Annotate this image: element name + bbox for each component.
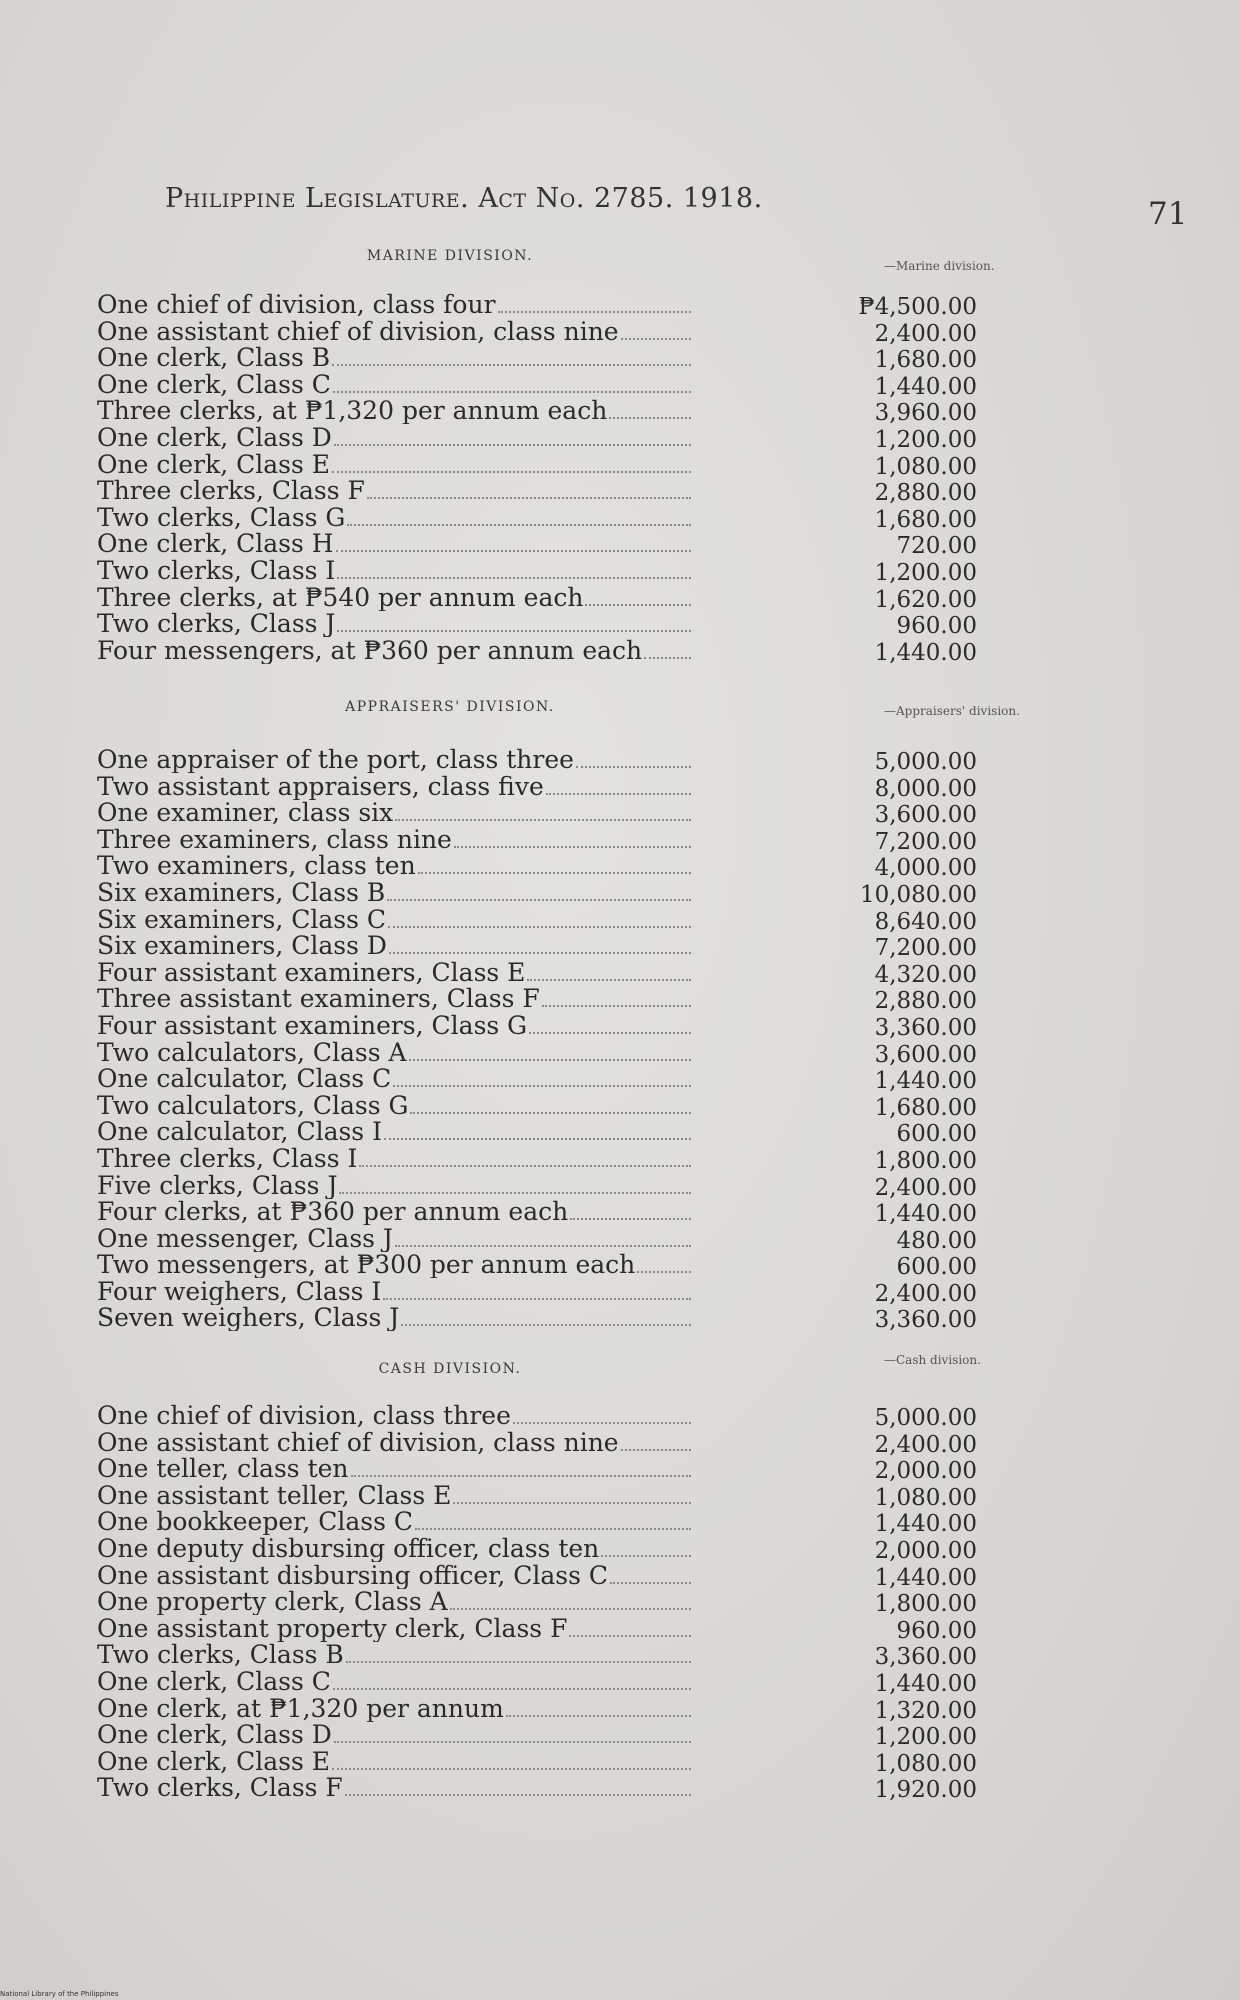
line-item-description	[97, 1173, 691, 1199]
line-item	[97, 557, 977, 586]
line-item-amount: 4,000.00	[874, 855, 977, 882]
line-item	[97, 1722, 977, 1751]
line-item-label: Two messengers, at ₱300 per annum each	[97, 1252, 636, 1279]
dot-leader	[529, 1032, 691, 1034]
line-item-description	[97, 1279, 691, 1305]
line-item-description	[97, 292, 691, 318]
section-title-marine: MARINE DIVISION.	[366, 248, 534, 264]
line-item-amount: 1,440.00	[874, 373, 977, 400]
line-item	[97, 1066, 977, 1095]
line-item-description	[97, 452, 691, 478]
line-item-description	[97, 558, 691, 584]
line-item-label: Four assistant examiners, Class G	[97, 1012, 528, 1039]
dot-leader	[347, 524, 691, 526]
line-item-label: One calculator, Class C	[97, 1066, 392, 1093]
line-item	[97, 1403, 977, 1431]
line-item-label: Three assistant examiners, Class F	[97, 986, 540, 1013]
line-item-description	[97, 398, 691, 424]
line-item-description	[97, 933, 691, 959]
line-item-amount: 1,200.00	[874, 1724, 977, 1751]
line-item-label: Two examiners, class ten	[97, 853, 416, 880]
line-item	[97, 531, 977, 560]
line-item-description	[97, 1456, 691, 1482]
line-item	[97, 1012, 977, 1041]
item-list-marine	[97, 292, 977, 666]
dot-leader	[395, 1245, 691, 1247]
line-item-label: One examiner, class six	[97, 800, 394, 827]
item-list-cash	[97, 1403, 977, 1804]
line-item-label: One messenger, Class J	[97, 1225, 393, 1252]
line-item-amount: 2,880.00	[874, 480, 977, 507]
line-item	[97, 1482, 977, 1511]
line-item	[97, 1252, 977, 1281]
line-item-label: Two clerks, Class I	[97, 557, 336, 584]
line-item-description	[97, 907, 691, 933]
line-item	[97, 773, 977, 802]
line-item	[97, 478, 977, 507]
line-item-description	[97, 1013, 691, 1039]
line-item	[97, 1145, 977, 1174]
line-item	[97, 1642, 977, 1671]
line-item-label: One assistant chief of division, class nine	[97, 318, 619, 345]
line-item	[97, 1199, 977, 1228]
line-item-description	[97, 827, 691, 853]
line-item	[97, 1535, 977, 1564]
dot-leader	[609, 417, 691, 419]
line-item	[97, 747, 977, 775]
line-item-description	[97, 1536, 691, 1562]
line-item	[97, 371, 977, 400]
dot-leader	[401, 1324, 691, 1326]
line-item-label: Four weighers, Class I	[97, 1278, 382, 1305]
line-item-amount: 1,680.00	[874, 347, 977, 374]
line-item-description	[97, 1775, 691, 1801]
line-item	[97, 933, 977, 962]
line-item-description	[97, 1066, 691, 1092]
line-item-label: Three clerks, at ₱540 per annum each	[97, 584, 584, 611]
dot-leader	[384, 1138, 691, 1140]
line-item-label: Five clerks, Class J	[97, 1172, 338, 1199]
line-item	[97, 1039, 977, 1068]
line-item-description	[97, 1252, 691, 1278]
line-item-description	[97, 853, 691, 879]
line-item-description	[97, 774, 691, 800]
line-item-label: One clerk, Class C	[97, 1668, 331, 1695]
line-item	[97, 826, 977, 855]
line-item-label: One bookkeeper, Class C	[97, 1509, 413, 1536]
dot-leader	[409, 1059, 691, 1061]
dot-leader	[339, 1192, 691, 1194]
line-item-amount: 1,200.00	[874, 426, 977, 453]
line-item	[97, 1589, 977, 1618]
dot-leader	[498, 311, 691, 313]
line-item-description	[97, 531, 691, 557]
line-item-amount: 10,080.00	[859, 881, 977, 908]
line-item-amount: 3,360.00	[874, 1014, 977, 1041]
line-item	[97, 611, 977, 640]
line-item-amount: 2,880.00	[874, 988, 977, 1015]
line-item-description	[97, 1119, 691, 1145]
line-item	[97, 318, 977, 347]
line-item-description	[97, 1305, 691, 1331]
line-item-amount: 1,320.00	[874, 1697, 977, 1724]
line-item-label: One assistant disbursing officer, Class C	[97, 1562, 608, 1589]
line-item-label: Six examiners, Class B	[97, 879, 386, 906]
dot-leader	[333, 1688, 691, 1690]
line-item-label: One assistant property clerk, Class F	[97, 1615, 568, 1642]
line-item-label: One deputy disbursing officer, class ten	[97, 1535, 600, 1562]
dot-leader	[506, 1715, 691, 1717]
line-item-label: One assistant teller, Class E	[97, 1482, 452, 1509]
line-item-description	[97, 1749, 691, 1775]
line-item-label: Two clerks, Class G	[97, 504, 346, 531]
footer-tag: National Library of the Philippines	[0, 1990, 119, 1998]
line-item-description	[97, 611, 691, 637]
line-item-description	[97, 1403, 691, 1429]
line-item-amount: 1,440.00	[874, 1068, 977, 1095]
line-item-amount: 8,000.00	[874, 775, 977, 802]
running-head: Philippine Legislature. Act No. 2785. 1918.	[165, 183, 763, 214]
line-item-amount: 3,360.00	[874, 1644, 977, 1671]
dot-leader	[336, 550, 691, 552]
line-item-label: Two calculators, Class G	[97, 1092, 409, 1119]
line-item-amount: 480.00	[896, 1227, 977, 1254]
line-item	[97, 1225, 977, 1254]
line-item-amount: 1,680.00	[874, 506, 977, 533]
line-item	[97, 504, 977, 533]
line-item-description	[97, 1430, 691, 1456]
line-item-description	[97, 1642, 691, 1668]
line-item-description	[97, 800, 691, 826]
line-item-amount: 3,360.00	[874, 1307, 977, 1334]
dot-leader	[345, 1794, 691, 1796]
line-item-amount: 1,440.00	[874, 1201, 977, 1228]
line-item-description	[97, 638, 691, 664]
line-item-amount: 2,400.00	[874, 320, 977, 347]
margin-note-cash: —Cash division.	[884, 1353, 981, 1367]
dot-leader	[410, 1112, 691, 1114]
dot-leader	[387, 899, 691, 901]
line-item-amount: 5,000.00	[874, 1405, 977, 1431]
dot-leader	[383, 1298, 691, 1300]
line-item-amount: 1,620.00	[874, 586, 977, 613]
dot-leader	[389, 952, 691, 954]
line-item	[97, 906, 977, 935]
line-item-description	[97, 880, 691, 906]
line-item-label: Two clerks, Class B	[97, 1642, 344, 1669]
line-item-description	[97, 585, 691, 611]
line-item	[97, 398, 977, 427]
line-item-description	[97, 425, 691, 451]
line-item-label: One clerk, Class C	[97, 371, 331, 398]
dot-leader	[395, 819, 691, 821]
line-item	[97, 800, 977, 829]
dot-leader	[601, 1555, 691, 1557]
line-item-amount: 2,400.00	[874, 1431, 977, 1458]
dot-leader	[351, 1475, 691, 1477]
line-item-label: One property clerk, Class A	[97, 1589, 448, 1616]
dot-leader	[527, 979, 691, 981]
line-item	[97, 1615, 977, 1644]
line-item	[97, 1278, 977, 1307]
dot-leader	[454, 846, 691, 848]
line-item	[97, 637, 977, 666]
line-item	[97, 959, 977, 988]
line-item	[97, 345, 977, 374]
line-item-amount: 1,080.00	[874, 1750, 977, 1777]
line-item	[97, 1509, 977, 1538]
line-item-description	[97, 345, 691, 371]
line-item-amount: 3,960.00	[874, 400, 977, 427]
line-item-amount: 600.00	[896, 1121, 977, 1148]
line-item-amount: 1,440.00	[874, 1511, 977, 1538]
dot-leader	[334, 444, 691, 446]
line-item-amount: 3,600.00	[874, 1041, 977, 1068]
line-item-description	[97, 1563, 691, 1589]
line-item-label: One clerk, Class E	[97, 451, 331, 478]
line-item-description	[97, 505, 691, 531]
dot-leader	[637, 1271, 691, 1273]
page-number: 71	[1148, 196, 1188, 232]
dot-leader	[418, 872, 691, 874]
line-item-amount: 5,000.00	[874, 749, 977, 775]
line-item-label: Two assistant appraisers, class five	[97, 773, 544, 800]
item-list-appraisers	[97, 747, 977, 1334]
line-item-label: One clerk, Class D	[97, 424, 332, 451]
dot-leader	[513, 1422, 691, 1424]
line-item-amount: ₱4,500.00	[858, 294, 977, 320]
line-item	[97, 1429, 977, 1458]
line-item-amount: 2,000.00	[874, 1458, 977, 1485]
dot-leader	[337, 630, 691, 632]
line-item-amount: 1,200.00	[874, 559, 977, 586]
line-item-amount: 1,680.00	[874, 1094, 977, 1121]
section-title-cash: CASH DIVISION.	[378, 1361, 522, 1377]
line-item	[97, 879, 977, 908]
line-item-label: Four assistant examiners, Class E	[97, 959, 526, 986]
line-item	[97, 1668, 977, 1697]
line-item	[97, 584, 977, 613]
line-item-amount: 1,800.00	[874, 1591, 977, 1618]
line-item-description	[97, 747, 691, 773]
line-item-label: One calculator, Class I	[97, 1119, 382, 1146]
dot-leader	[346, 1661, 691, 1663]
dot-leader	[621, 338, 691, 340]
line-item-description	[97, 1146, 691, 1172]
line-item-description	[97, 1040, 691, 1066]
dot-leader	[585, 604, 691, 606]
line-item-label: One clerk, Class D	[97, 1722, 332, 1749]
line-item-amount: 1,080.00	[874, 453, 977, 480]
dot-leader	[332, 471, 691, 473]
line-item-description	[97, 1696, 691, 1722]
line-item-label: One appraiser of the port, class three	[97, 747, 574, 773]
line-item	[97, 424, 977, 453]
line-item	[97, 986, 977, 1015]
dot-leader	[453, 1502, 691, 1504]
line-item-label: Two clerks, Class J	[97, 611, 336, 638]
line-item-label: Three clerks, Class I	[97, 1145, 358, 1172]
line-item-label: One teller, class ten	[97, 1456, 349, 1483]
line-item	[97, 1562, 977, 1591]
line-item	[97, 1172, 977, 1201]
line-item	[97, 1092, 977, 1121]
line-item-label: Two calculators, Class A	[97, 1039, 407, 1066]
line-item-description	[97, 372, 691, 398]
margin-note-marine: —Marine division.	[884, 259, 995, 273]
line-item-amount: 2,000.00	[874, 1537, 977, 1564]
dot-leader	[367, 497, 691, 499]
dot-leader	[359, 1165, 691, 1167]
dot-leader	[570, 1218, 691, 1220]
line-item-description	[97, 1669, 691, 1695]
line-item-label: One chief of division, class three	[97, 1403, 511, 1429]
line-item-description	[97, 1199, 691, 1225]
dot-leader	[388, 926, 691, 928]
line-item-description	[97, 1722, 691, 1748]
line-item-amount: 600.00	[896, 1254, 977, 1281]
line-item-description	[97, 1616, 691, 1642]
margin-note-appraisers: —Appraisers' division.	[884, 704, 1020, 718]
line-item-amount: 7,200.00	[874, 828, 977, 855]
line-item	[97, 1305, 977, 1334]
line-item-amount: 4,320.00	[874, 961, 977, 988]
dot-leader	[333, 391, 691, 393]
line-item-amount: 7,200.00	[874, 935, 977, 962]
line-item-amount: 1,440.00	[874, 639, 977, 666]
line-item	[97, 853, 977, 882]
line-item-label: Four messengers, at ₱360 per annum each	[97, 637, 643, 664]
line-item-label: One clerk, Class B	[97, 345, 331, 372]
line-item-label: One clerk, at ₱1,320 per annum	[97, 1695, 504, 1722]
line-item-description	[97, 319, 691, 345]
line-item-label: Seven weighers, Class J	[97, 1305, 400, 1332]
line-item-amount: 1,920.00	[874, 1777, 977, 1804]
dot-leader	[546, 793, 691, 795]
line-item-amount: 1,800.00	[874, 1147, 977, 1174]
line-item-label: Six examiners, Class D	[97, 933, 387, 960]
line-item-label: One chief of division, class four	[97, 292, 496, 318]
line-item-amount: 720.00	[896, 533, 977, 560]
line-item-label: Three clerks, Class F	[97, 478, 365, 505]
line-item-label: Three clerks, at ₱1,320 per annum each	[97, 398, 608, 425]
line-item-amount: 2,400.00	[874, 1174, 977, 1201]
dot-leader	[576, 766, 691, 768]
line-item-description	[97, 1589, 691, 1615]
line-item-amount: 1,440.00	[874, 1564, 977, 1591]
line-item-description	[97, 1483, 691, 1509]
line-item-description	[97, 1093, 691, 1119]
line-item	[97, 1119, 977, 1148]
dot-leader	[610, 1582, 691, 1584]
line-item-amount: 1,080.00	[874, 1484, 977, 1511]
line-item-label: Three examiners, class nine	[97, 826, 452, 853]
dot-leader	[569, 1635, 691, 1637]
line-item-amount: 1,440.00	[874, 1670, 977, 1697]
dot-leader	[393, 1085, 691, 1087]
line-item-amount: 8,640.00	[874, 908, 977, 935]
dot-leader	[334, 1741, 691, 1743]
line-item	[97, 1695, 977, 1724]
line-item	[97, 292, 977, 320]
line-item-label: One clerk, Class H	[97, 531, 334, 558]
line-item-label: Four clerks, at ₱360 per annum each	[97, 1199, 569, 1226]
dot-leader	[415, 1528, 691, 1530]
line-item-description	[97, 986, 691, 1012]
dot-leader	[644, 657, 691, 659]
line-item	[97, 1775, 977, 1804]
line-item-amount: 960.00	[896, 1617, 977, 1644]
line-item-label: One assistant chief of division, class nine	[97, 1429, 619, 1456]
line-item	[97, 451, 977, 480]
line-item-description	[97, 478, 691, 504]
line-item-amount: 3,600.00	[874, 802, 977, 829]
line-item-label: Two clerks, Class F	[97, 1775, 343, 1802]
dot-leader	[332, 364, 691, 366]
line-item-amount: 2,400.00	[874, 1280, 977, 1307]
dot-leader	[337, 577, 691, 579]
line-item	[97, 1748, 977, 1777]
line-item-description	[97, 1509, 691, 1535]
line-item-label: One clerk, Class E	[97, 1748, 331, 1775]
line-item	[97, 1456, 977, 1485]
dot-leader	[332, 1768, 691, 1770]
line-item-description	[97, 1226, 691, 1252]
dot-leader	[450, 1608, 691, 1610]
line-item-description	[97, 960, 691, 986]
line-item-label: Six examiners, Class C	[97, 906, 387, 933]
dot-leader	[542, 1005, 691, 1007]
dot-leader	[621, 1449, 691, 1451]
section-title-appraisers: APPRAISERS' DIVISION.	[345, 699, 555, 715]
line-item-amount: 960.00	[896, 613, 977, 640]
